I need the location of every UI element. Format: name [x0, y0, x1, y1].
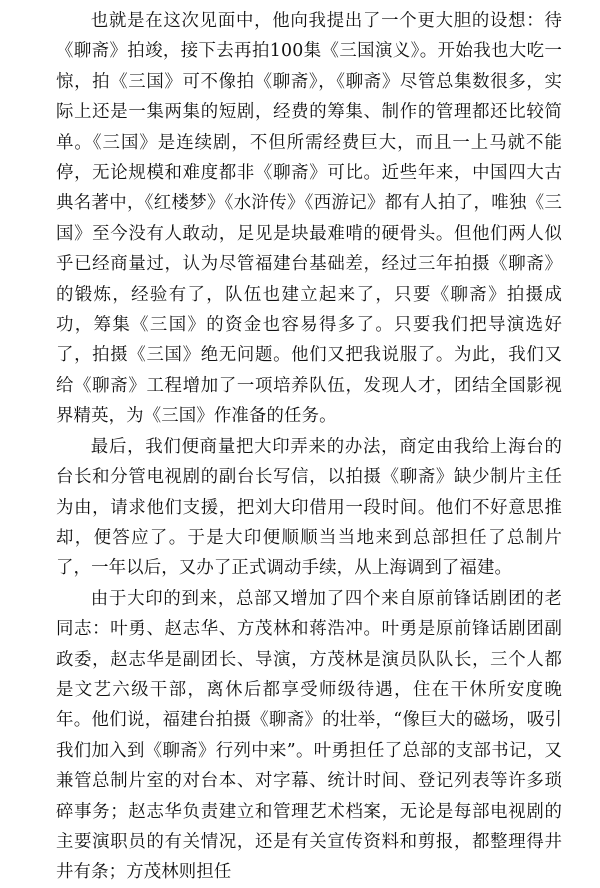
paragraph-3: 由于大印的到来，总部又增加了四个来自原前锋话剧团的老同志：叶勇、赵志华、方茂林和蒋浩冲。叶勇是原前锋话剧团副政委，赵志华是副团长、导演，方茂林是演员队队长，三个人都是文艺六级干部，离休后都享受师级待遇，住在干休所安度晚年。他们说，福建台拍摄《聊斋》的壮举，“像巨大的磁场，吸引我们加入到《聊斋》行列中来”。叶勇担任了总部的支部书记，又兼管总制片室的对台本、对字幕、统计时间、登记列表等许多琐碎事务；赵志华负责建立和管理艺术档案，无论是每部电视剧的主要演职员的有关情况，还是有关宣传资料和剪报，都整理得井井有条；方茂林则担任 [56, 588, 562, 883]
paragraph-1: 也就是在这次见面中，他向我提出了一个更大胆的设想：待《聊斋》拍竣，接下去再拍100集《三国演义》。开始我也大吃一惊，拍《三国》可不像拍《聊斋》，《聊斋》尽管总集数很多，实际上还是一集两集的短剧，经费的筹集、制作的管理都还比较简单。《三国》是连续剧，不但所需经费巨大，而且一上马就不能停，无论规模和难度都非《聊斋》可比。近些年来，中国四大古典名著中，《红楼梦》《水浒传》《西游记》都有人拍了，唯独《三国》至今没有人敢动，足见是块最难啃的硬骨头。但他们两人似乎已经商量过，认为尽管福建台基础差，经过三年拍摄《聊斋》的锻炼，经验有了，队伍也建立起来了，只要《聊斋》拍摄成功，筹集《三国》的资金也容易得多了。只要我们把导演选好了，拍摄《三国》绝无问题。他们又把我说服了。为此，我们又给《聊斋》工程增加了一项培养队伍，发现人才，团结全国影视界精英，为《三国》作准备的任务。 [56, 11, 562, 427]
paragraph-2: 最后，我们便商量把大印弄来的办法，商定由我给上海台的台长和分管电视剧的副台长写信，以拍摄《聊斋》缺少制片主任为由，请求他们支援，把刘大印借用一段时间。他们不好意思推却，便答应了。于是大印便顺顺当当地来到总部担任了总制片了，一年以后，又办了正式调动手续，从上海调到了福建。 [56, 436, 562, 579]
